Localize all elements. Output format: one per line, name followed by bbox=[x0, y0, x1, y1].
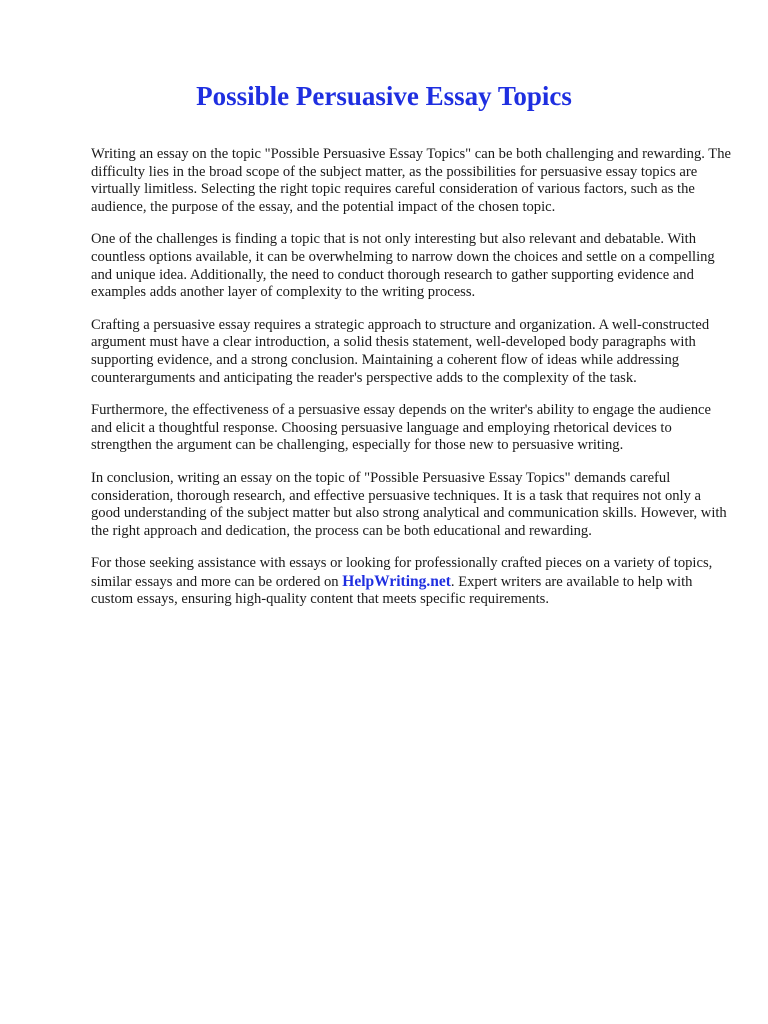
closing-text-after-link: . Expert writers are available to help with custom essays, ensuring high-quality content that meets specific requirements. bbox=[91, 573, 693, 608]
paragraph-2: One of the challenges is finding a topic that is not only interesting but also relevant and debatable. With countless options available, it can be overwhelming to narrow down the choices and settle on a compelling and unique idea. Additionally, the need to conduct thorough research to gather supporting evidence and examples adds another layer of complexity to the writing process. bbox=[91, 231, 715, 301]
closing-text-before-link: For those seeking assistance with essays or looking for professionally crafted pieces on a variety of topics, similar essays and more can be ordered on bbox=[91, 555, 713, 590]
document-title: Possible Persuasive Essay Topics bbox=[196, 81, 572, 111]
helpwriting-link[interactable]: HelpWriting.net bbox=[342, 572, 451, 590]
paragraph-1: Writing an essay on the topic "Possible Persuasive Essay Topics" can be both challenging and rewarding. The difficulty lies in the broad scope of the subject matter, as the possibilities for persuasive essay topics are virtually limitless. Selecting the right topic requires careful consideration of various factors, such as the audience, the purpose of the essay, and the potential impact of the chosen topic. bbox=[91, 146, 731, 215]
paragraph-3: Crafting a persuasive essay requires a strategic approach to structure and organization. A well-constructed argument must have a clear introduction, a solid thesis statement, well-developed body paragraphs with supporting evidence, and a strong conclusion. Maintaining a coherent flow of ideas while addressing counterarguments and anticipating the reader's perspective adds to the complexity of the task. bbox=[91, 316, 710, 386]
document-body bbox=[91, 146, 731, 624]
paragraph-closing bbox=[91, 555, 731, 609]
paragraph-4: Furthermore, the effectiveness of a persuasive essay depends on the writer's ability to engage the audience and elicit a thoughtful response. Choosing persuasive language and employing rhetorical devices to strengthen the argument can be challenging, especially for those new to persuasive writing. bbox=[91, 402, 711, 454]
paragraph-5: In conclusion, writing an essay on the topic of "Possible Persuasive Essay Topics" demands careful consideration, thorough research, and effective persuasive techniques. It is a task that requires not only a good understanding of the subject matter but also strong analytical and communication skills. However, with the right approach and dedication, the process can be both educational and rewarding. bbox=[91, 469, 727, 539]
